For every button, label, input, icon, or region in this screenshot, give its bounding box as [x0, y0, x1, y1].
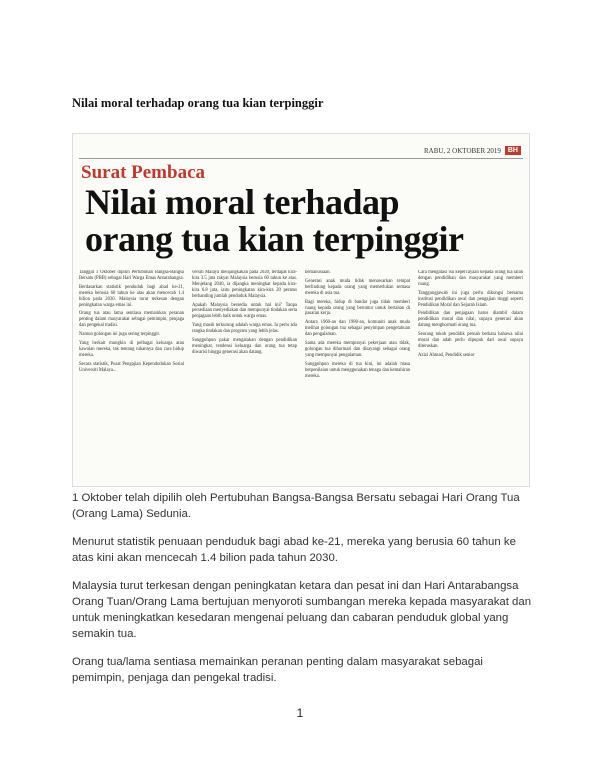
clipping-paragraph: Sama ada mereka mempunyai pekerjaan atau tidak, golongan tua dihormati dan disayangi sebagai orang yang mempunyai pengalaman.	[305, 341, 410, 358]
clipping-paragraph: Bagi mereka, hidup di bandar juga tidak memberi ruang kepada orang yang berumur untuk bertahan di pasaran kerja.	[305, 299, 410, 317]
clipping-paragraph: Yang masih terkurung adalah warga emas. Ia perlu ada rangka tindakan dan program yang lebih jelas.	[192, 323, 297, 335]
clipping-column	[305, 270, 410, 480]
paragraph: Malaysia turut terkesan dengan peningkatan ketara dan pesat ini dan Hari Antarabangsa Orang Tuan/Orang Lama bertujuan menyoroti sumbangan mereka kepada masyarakat dan untuk meningkatkan kesedaran mengenai peluang dan cabaran penduduk global yang semakin tua.	[72, 580, 532, 640]
headline-line-2: orang tua kian terpinggir	[85, 219, 464, 259]
clipping-paragraph: Namun golongan ini juga sering terpinggir.	[79, 332, 160, 338]
clipping-paragraph: Berdasarkan statistik penduduk bagi abad ke-21, mereka berusia 60 tahun ke atas akan mencecah 1.4 bilion pada 2030. Malaysia turut terkesan dengan peningkatan warga emas ini.	[79, 284, 184, 308]
clipping-paragraph: Sungguhpun mereka di tua kini, ini adalah masa berpenilaian untuk menggunakan tenaga dan kemahiran mereka.	[305, 361, 410, 379]
clipping-column	[418, 270, 523, 480]
paragraph: 1 Oktober telah dipilih oleh Pertubuhan Bangsa-Bangsa Bersatu sebagai Hari Orang Tua (Orang Lama) Sedunia.	[72, 492, 520, 520]
clipping-date	[424, 146, 521, 155]
clipping-paragraph: Secara statistik, Pusat Pengajian Kependudukan Sosial Universiti Malaya...	[79, 361, 184, 373]
clipping-paragraph: versiti Malaya menjangkakan pada 2020, terdapat kira-kira 3.5 juta rakyat Malaysia berusia 60 tahun ke atas. Menjelang 2040, ia dijangka meningkat kepada kira-kira 6.8 juta, iaitu peningkatan kira-kira 20 peratus berbanding jumlah penduduk Malaysia.	[192, 270, 297, 299]
clipping-paragraph: Pendidikan dan penjagaan harus diambil dalam pendidikan moral dan nilai, supaya generasi akan datang menghormati orang tua.	[418, 311, 523, 329]
article-body	[72, 490, 532, 698]
page-number: 1	[296, 706, 304, 720]
clipping-column	[79, 270, 184, 480]
paragraph: Orang tua/lama sentiasa memainkan peranan penting dalam masyarakat sebagai pemimpin, penjaga dan pengekal tradisi.	[72, 656, 483, 684]
clipping-paragraph: Yang berkait mungkin di pelbagai keluarga atau kawalan mereka, tak tentang tuhannya dan cara hidup mereka.	[79, 341, 184, 358]
newspaper-clipping	[72, 133, 530, 487]
document-title: Nilai moral terhadap orang tua kian terpinggir	[72, 96, 324, 110]
clipping-headline	[85, 184, 464, 258]
clipping-date-text: RABU, 2 OKTOBER 2019	[423, 146, 501, 155]
clipping-paragraph: Cara mengatasi isu kepercayaan kepada orang tua ialah dengan pendidikan dan masyarakat yang memberi ruang.	[418, 270, 523, 287]
clipping-paragraph: Azizi Ahmad, Pendidik senior	[418, 352, 475, 358]
clipping-paragraph: Apakah Malaysia bersedia untuk hal ini? Tanpa persediaan menyediakan dan mempunyai tindakan serta penjagaan lebih baik untuk warga emas.	[192, 302, 297, 320]
clipping-column	[192, 270, 297, 480]
bh-logo: BH	[505, 146, 521, 155]
clipping-paragraph: Tanggungjawab ini juga perlu dikongsi bersama institusi pendidikan awal dan pengajian tinggi seperti Pendidikan Moral dan Sejarah Islam.	[418, 290, 523, 308]
clipping-paragraph: Seorang tokoh pendidik pernah berkata bahawa nilai moral dan adab perlu dipupuk dari awal supaya diteruskan.	[418, 332, 523, 349]
clipping-section: Surat Pembaca	[81, 162, 206, 183]
clipping-paragraph: Orang tua atau lama sentiasa memainkan peranan penting dalam masyarakat sebagai pemimpin, penjaga dan pengekal tradisi.	[79, 311, 184, 329]
clipping-columns	[79, 270, 523, 480]
clipping-paragraph: Sungguhpun pakar mengatakan dengan pendidikan meningkat, tendensi keluarga dan orang tua tetap diwarisi hingga generasi akan datang.	[192, 338, 297, 355]
paragraph: Menurut statistik penuaan penduduk bagi abad ke-21, mereka yang berusia 60 tahun ke atas kini akan mencecah 1.4 bilion pada tahun 2030.	[72, 536, 516, 564]
clipping-paragraph: Antara 1960-an dan 1980-an, komuniti anak muda melihat golongan tua sebagai penyimpan pengetahuan dan pengalaman.	[305, 320, 410, 338]
headline-line-1: Nilai moral terhadap	[85, 182, 399, 222]
clipping-paragraph: Tanggal 1 Oktober dipilih Pertubuhan Bangsa-Bangsa Bersatu (PBB) sebagai Hari Warga Emas Antarabangsa.	[79, 270, 184, 281]
clipping-paragraph: Generasi anak muda tidak menawarkan tempat berlindung kepada orang yang memerlukan semasa mereka di usia tua.	[305, 278, 410, 296]
clipping-paragraph: kemanusiaan.	[305, 270, 331, 275]
clipping-rule	[79, 158, 523, 159]
